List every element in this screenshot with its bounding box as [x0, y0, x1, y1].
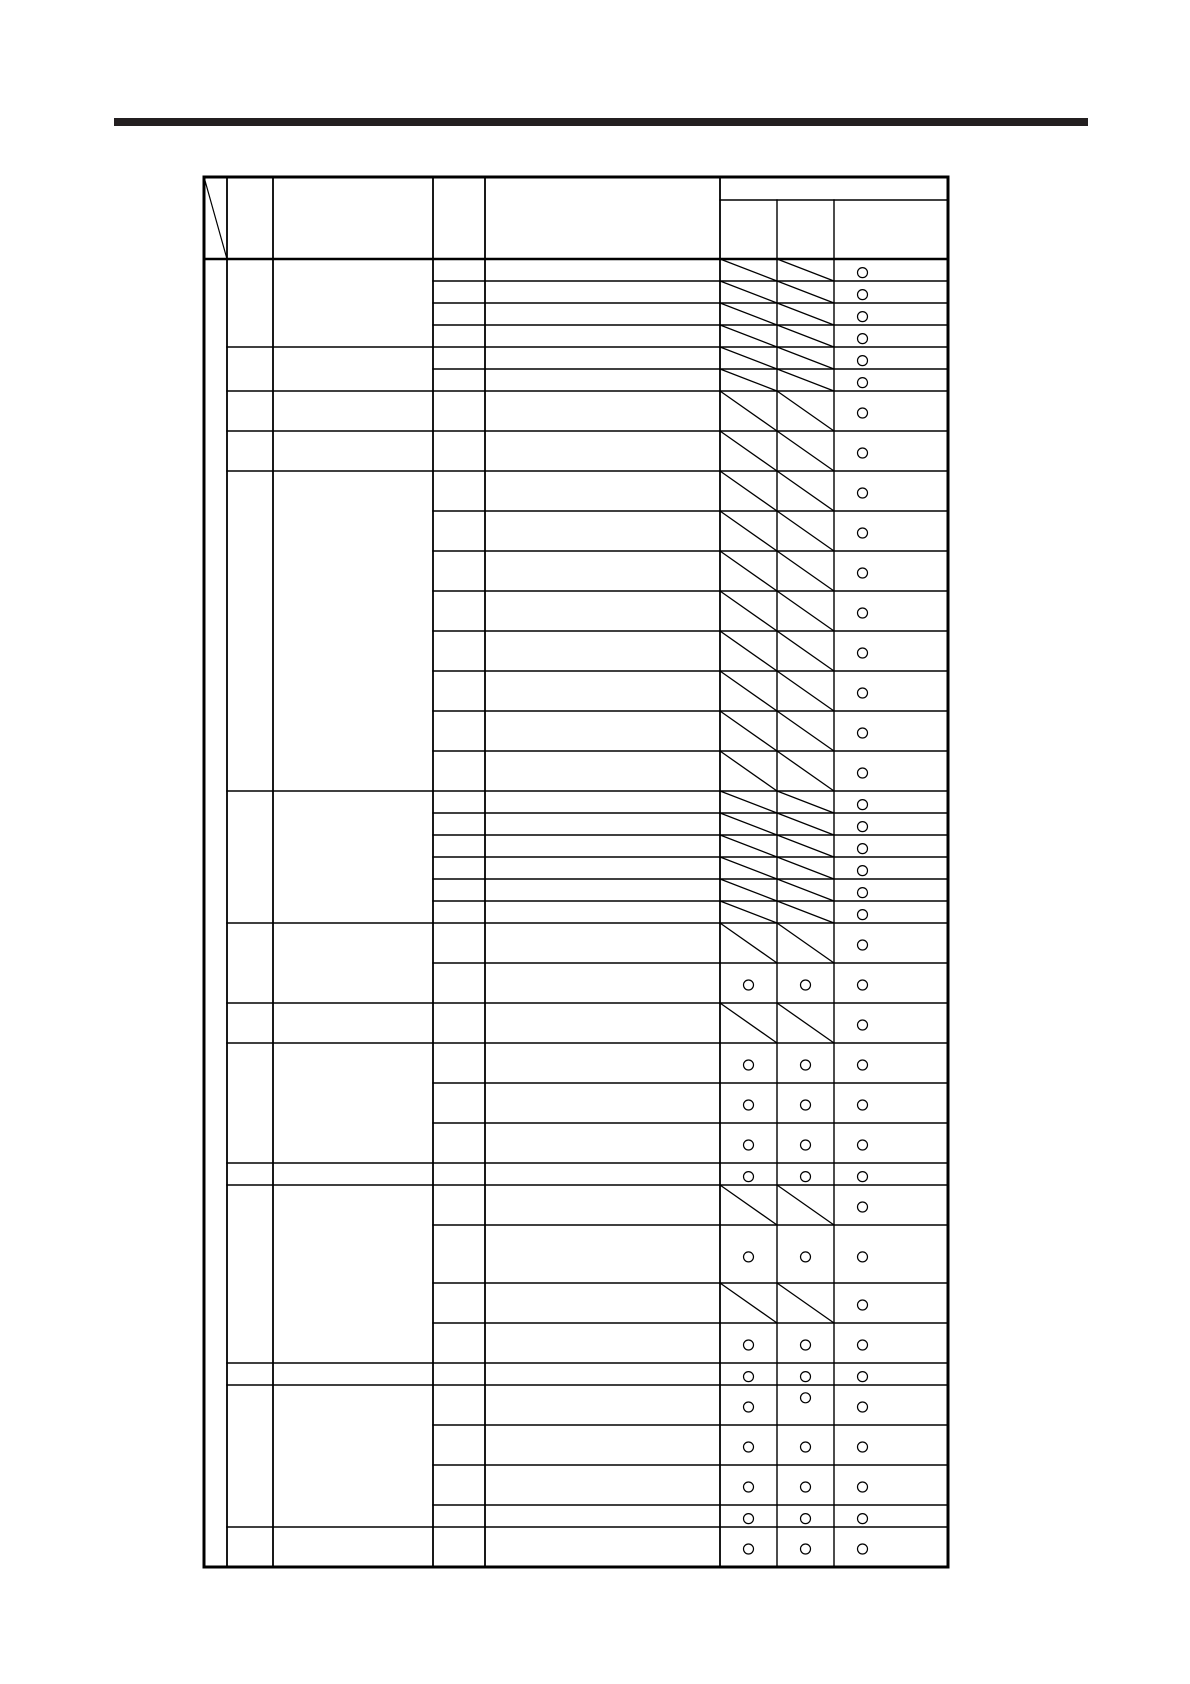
cell-circle-mark [801, 1172, 811, 1182]
cell-circle-mark [801, 1100, 811, 1110]
cell-circle-mark [858, 1442, 868, 1452]
cell-circle-mark [744, 1402, 754, 1412]
cell-diagonal-mark [720, 791, 777, 813]
cell-diagonal-mark [777, 671, 834, 711]
cell-circle-mark [858, 648, 868, 658]
cell-diagonal-mark [720, 631, 777, 671]
cell-circle-mark [858, 528, 868, 538]
cell-diagonal-mark [777, 1185, 834, 1225]
cell-diagonal-mark [720, 511, 777, 551]
cell-circle-mark [858, 378, 868, 388]
cell-circle-mark [858, 688, 868, 698]
cell-circle-mark [858, 608, 868, 618]
cell-circle-mark [858, 1202, 868, 1212]
cell-diagonal-mark [777, 835, 834, 857]
cell-circle-mark [858, 1402, 868, 1412]
cell-circle-mark [801, 1544, 811, 1554]
cell-diagonal-mark [777, 431, 834, 471]
cell-diagonal-mark [720, 259, 777, 281]
table-outer-border [204, 177, 948, 1567]
cell-diagonal-mark [777, 711, 834, 751]
cell-circle-mark [858, 980, 868, 990]
cell-diagonal-mark [720, 901, 777, 923]
cell-circle-mark [801, 1393, 811, 1403]
cell-diagonal-mark [720, 923, 777, 963]
cell-diagonal-mark [777, 923, 834, 963]
cell-diagonal-mark [720, 591, 777, 631]
cell-circle-mark [744, 1372, 754, 1382]
cell-circle-mark [858, 408, 868, 418]
cell-circle-mark [858, 768, 868, 778]
cell-circle-mark [744, 980, 754, 990]
cell-diagonal-mark [777, 879, 834, 901]
cell-diagonal-mark [777, 325, 834, 347]
cell-circle-mark [801, 1140, 811, 1150]
cell-diagonal-mark [720, 471, 777, 511]
table-frame [204, 177, 948, 1567]
cell-diagonal-mark [720, 551, 777, 591]
cell-diagonal-mark [777, 791, 834, 813]
cell-circle-mark [744, 1172, 754, 1182]
cell-diagonal-mark [777, 901, 834, 923]
cell-circle-mark [858, 728, 868, 738]
cell-circle-mark [801, 1482, 811, 1492]
table-body [433, 259, 948, 1554]
cell-circle-mark [858, 888, 868, 898]
cell-circle-mark [801, 1442, 811, 1452]
cell-circle-mark [858, 334, 868, 344]
cell-diagonal-mark [720, 671, 777, 711]
cell-diagonal-mark [777, 471, 834, 511]
cell-circle-mark [858, 488, 868, 498]
cell-circle-mark [858, 800, 868, 810]
cell-circle-mark [744, 1340, 754, 1350]
cell-diagonal-mark [777, 631, 834, 671]
cell-diagonal-mark [777, 857, 834, 879]
cell-circle-mark [858, 1300, 868, 1310]
cell-circle-mark [858, 290, 868, 300]
cell-circle-mark [801, 1060, 811, 1070]
header-corner-diagonal [204, 177, 227, 259]
cell-circle-mark [858, 448, 868, 458]
cell-diagonal-mark [720, 813, 777, 835]
cell-diagonal-mark [720, 1185, 777, 1225]
cell-circle-mark [858, 1514, 868, 1524]
cell-diagonal-mark [720, 751, 777, 791]
cell-diagonal-mark [720, 1003, 777, 1043]
cell-diagonal-mark [720, 281, 777, 303]
cell-diagonal-mark [777, 369, 834, 391]
cell-circle-mark [744, 1140, 754, 1150]
cell-diagonal-mark [720, 857, 777, 879]
cell-circle-mark [858, 844, 868, 854]
cell-circle-mark [801, 980, 811, 990]
cell-diagonal-mark [777, 751, 834, 791]
cell-diagonal-mark [777, 551, 834, 591]
cell-circle-mark [858, 1100, 868, 1110]
cell-circle-mark [744, 1100, 754, 1110]
cell-diagonal-mark [720, 431, 777, 471]
cell-circle-mark [858, 356, 868, 366]
cell-circle-mark [858, 1482, 868, 1492]
cell-diagonal-mark [777, 511, 834, 551]
cell-diagonal-mark [720, 1283, 777, 1323]
cell-circle-mark [744, 1060, 754, 1070]
cell-diagonal-mark [720, 879, 777, 901]
cell-circle-mark [801, 1340, 811, 1350]
cell-diagonal-mark [777, 259, 834, 281]
cell-diagonal-mark [777, 591, 834, 631]
cell-diagonal-mark [777, 813, 834, 835]
cell-circle-mark [801, 1252, 811, 1262]
cell-circle-mark [744, 1514, 754, 1524]
cell-circle-mark [858, 1172, 868, 1182]
cell-circle-mark [858, 910, 868, 920]
cell-diagonal-mark [777, 281, 834, 303]
cell-diagonal-mark [720, 347, 777, 369]
cell-circle-mark [858, 568, 868, 578]
cell-diagonal-mark [777, 391, 834, 431]
cell-circle-mark [858, 1544, 868, 1554]
cell-circle-mark [858, 1340, 868, 1350]
cell-circle-mark [858, 1060, 868, 1070]
cell-diagonal-mark [720, 711, 777, 751]
cell-circle-mark [858, 1252, 868, 1262]
cell-circle-mark [858, 1372, 868, 1382]
cell-diagonal-mark [720, 391, 777, 431]
cell-circle-mark [801, 1372, 811, 1382]
cell-circle-mark [858, 268, 868, 278]
cell-diagonal-mark [720, 835, 777, 857]
cell-diagonal-mark [777, 303, 834, 325]
cell-circle-mark [744, 1482, 754, 1492]
cell-circle-mark [801, 1514, 811, 1524]
cell-circle-mark [858, 1020, 868, 1030]
cell-circle-mark [858, 822, 868, 832]
cell-circle-mark [858, 1140, 868, 1150]
cell-circle-mark [744, 1544, 754, 1554]
cell-circle-mark [858, 940, 868, 950]
cell-diagonal-mark [720, 303, 777, 325]
cell-circle-mark [744, 1442, 754, 1452]
cell-circle-mark [858, 312, 868, 322]
cell-diagonal-mark [720, 325, 777, 347]
cell-circle-mark [858, 866, 868, 876]
cell-circle-mark [744, 1252, 754, 1262]
cell-diagonal-mark [720, 369, 777, 391]
cell-diagonal-mark [777, 347, 834, 369]
cell-diagonal-mark [777, 1003, 834, 1043]
cell-diagonal-mark [777, 1283, 834, 1323]
